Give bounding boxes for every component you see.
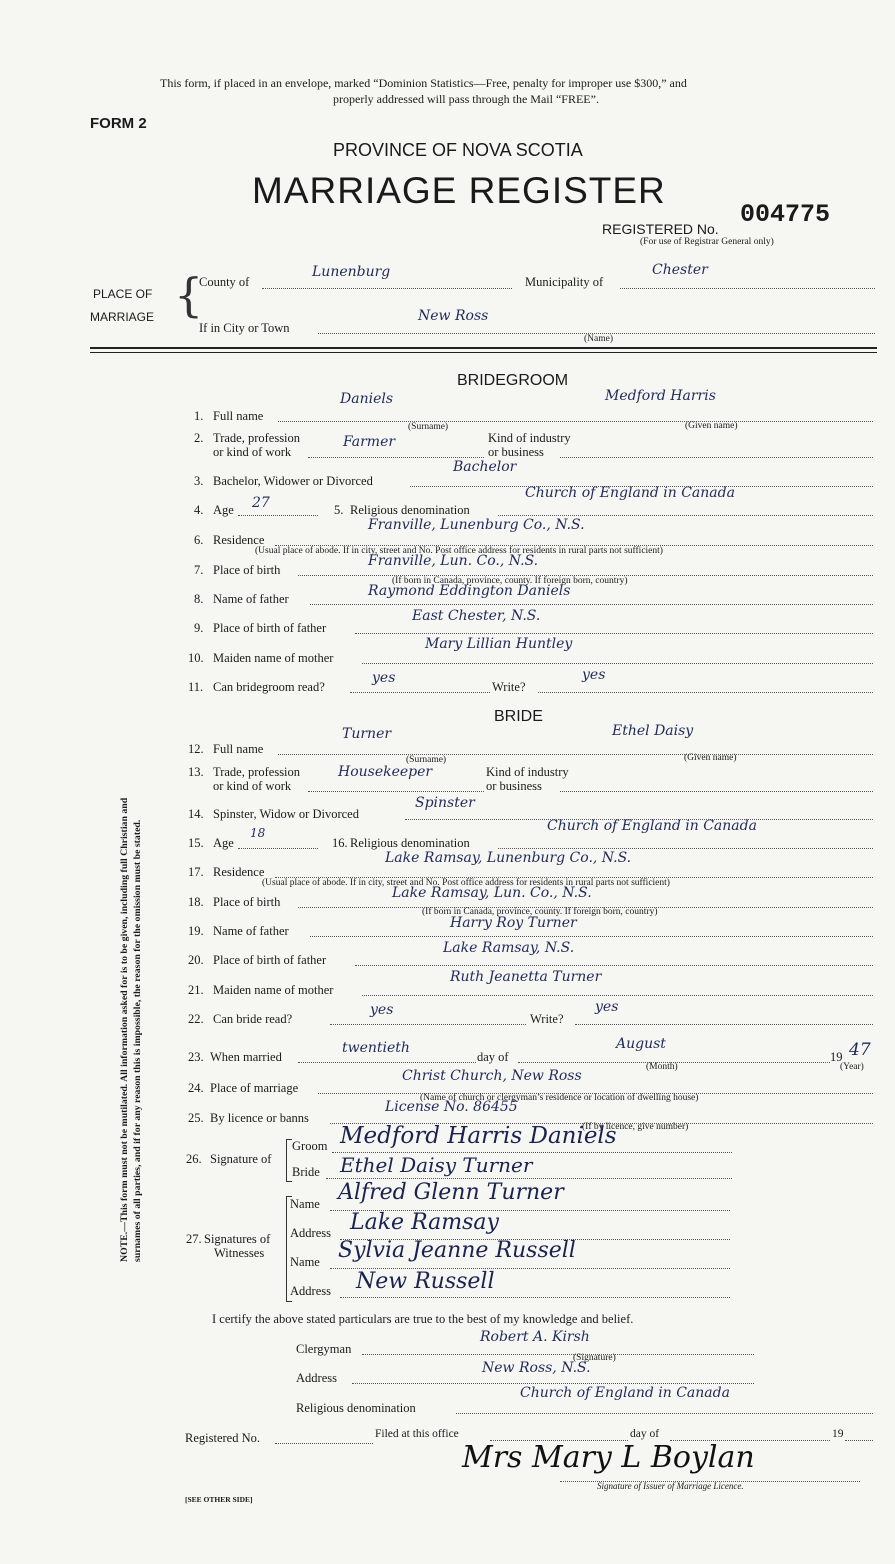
county-label: County of [199, 275, 250, 289]
filed-year-line [845, 1440, 873, 1441]
birth-note: (If born in Canada, province, county. If foreign born, country) [392, 576, 628, 586]
groom-father-label: Name of father [213, 592, 289, 606]
bride-father-value[interactable]: Harry Roy Turner [450, 915, 577, 931]
signature-of-label: Signature of [210, 1152, 272, 1166]
groom-trade-value[interactable]: Farmer [343, 434, 396, 450]
item-number: 10. [188, 651, 204, 665]
bride-heading: BRIDE [494, 708, 543, 725]
year-value[interactable]: 47 [849, 1040, 871, 1060]
divider-bottom [90, 352, 877, 353]
groom-father-birth-value[interactable]: East Chester, N.S. [412, 608, 541, 624]
item-number: 23. [188, 1050, 204, 1064]
place-name-note: (Name) [584, 334, 614, 344]
clergy-address-value[interactable]: New Ross, N.S. [482, 1360, 591, 1376]
witness-address-label: Address [290, 1226, 331, 1240]
side-note-line1: NOTE.—This form must not be mutilated. All information asked for is to be given, including full Christian and [119, 797, 130, 1262]
groom-age-line [238, 515, 318, 516]
groom-birth-value[interactable]: Franville, Lun. Co., N.S. [368, 553, 539, 569]
witness-address-label: Address [290, 1284, 331, 1298]
groom-religion-value[interactable]: Church of England in Canada [525, 485, 735, 501]
item-number: 9. [194, 621, 204, 635]
year-prefix: 19 [830, 1050, 843, 1064]
groom-write-label: Write? [492, 680, 526, 694]
item-number: 19. [188, 924, 204, 938]
clergy-address-line [352, 1383, 754, 1384]
signature-note: (Signature) [573, 1353, 616, 1363]
item-number: 27. [186, 1232, 202, 1246]
clergyman-label: Clergyman [296, 1342, 352, 1356]
groom-industry-line [560, 457, 873, 458]
residence-note: (Usual place of abode. If in city, street and No. Post office address for residents in rural parts not sufficient) [262, 878, 670, 888]
form-title: MARRIAGE REGISTER [252, 170, 666, 211]
clergy-religion-value[interactable]: Church of England in Canada [520, 1385, 730, 1401]
witness-name-label: Name [290, 1255, 320, 1269]
divider-top [90, 347, 877, 349]
groom-religion-line [498, 515, 873, 516]
month-value[interactable]: August [616, 1036, 666, 1052]
bride-read-label: Can bride read? [213, 1012, 293, 1026]
item-number: 1. [194, 409, 204, 423]
groom-residence-label: Residence [213, 533, 265, 547]
day-line [298, 1062, 476, 1063]
day-value[interactable]: twentieth [342, 1040, 410, 1056]
groom-status-label: Bachelor, Widower or Divorced [213, 474, 373, 488]
registered-label: REGISTERED No. [602, 221, 719, 237]
item-number: 14. [188, 807, 204, 821]
groom-full-name-label: Full name [213, 409, 264, 423]
filed-label: Filed at this office [375, 1428, 459, 1440]
city-label: If in City or Town [199, 321, 290, 335]
bride-sig-line [326, 1178, 732, 1179]
day-of-label: day of [477, 1050, 509, 1064]
province-heading: PROVINCE OF NOVA SCOTIA [333, 140, 583, 160]
groom-residence-value[interactable]: Franville, Lunenburg Co., N.S. [368, 517, 585, 533]
bride-given-name[interactable]: Ethel Daisy [612, 723, 694, 739]
witness1-address[interactable]: Lake Ramsay [350, 1210, 499, 1235]
mail-notice-line1: This form, if placed in an envelope, marked “Dominion Statistics—Free, penalty for improper use $300,” and [160, 76, 687, 90]
bride-residence-label: Residence [213, 865, 265, 879]
surname-note: (Surname) [406, 755, 447, 765]
bride-father-line [310, 936, 873, 937]
item-number: 2. [194, 431, 204, 445]
registered-no-label: Registered No. [185, 1431, 260, 1445]
bride-trade-label: Trade, profession [213, 765, 301, 779]
licence-note: (If by licence, give number) [582, 1122, 689, 1132]
month-note: (Month) [646, 1062, 678, 1072]
groom-trade-label: Trade, profession [213, 431, 301, 445]
bride-status-value[interactable]: Spinster [415, 795, 475, 811]
clergyman-signature[interactable]: Robert A. Kirsh [480, 1329, 590, 1345]
bride-industry-line [560, 791, 873, 792]
bride-mother-label: Maiden name of mother [213, 983, 334, 997]
groom-read-label: Can bridegroom read? [213, 680, 325, 694]
clergy-address-label: Address [296, 1371, 337, 1385]
witness-label: Signatures of [204, 1232, 271, 1246]
bride-full-name-label: Full name [213, 742, 264, 756]
bride-religion-label: Religious denomination [350, 836, 470, 850]
witness1-name[interactable]: Alfred Glenn Turner [338, 1180, 564, 1205]
surname-note: (Surname) [408, 422, 449, 432]
item-number: 25. [188, 1111, 204, 1125]
filed-day-label: day of [630, 1428, 660, 1440]
groom-read-line [350, 692, 490, 693]
bride-status-label: Spinster, Widow or Divorced [213, 807, 359, 821]
witness-name-label: Name [290, 1197, 320, 1211]
place-label-2: MARRIAGE [90, 310, 155, 324]
bride-residence-value[interactable]: Lake Ramsay, Lunenburg Co., N.S. [385, 850, 632, 866]
given-name-note: (Given name) [684, 753, 737, 763]
groom-father-value[interactable]: Raymond Eddington Daniels [368, 583, 571, 599]
given-name-note: (Given name) [685, 421, 738, 431]
witness2-name[interactable]: Sylvia Jeanne Russell [338, 1238, 576, 1263]
bride-trade-value[interactable]: Housekeeper [338, 764, 433, 780]
certify-statement: I certify the above stated particulars are true to the best of my knowledge and belief. [212, 1312, 634, 1326]
when-married-label: When married [210, 1050, 282, 1064]
groom-father-line [310, 604, 873, 605]
registrar-note: (For use of Registrar General only) [640, 237, 774, 247]
item-number: 22. [188, 1012, 204, 1026]
bride-age-label: Age [213, 836, 234, 850]
groom-industry-label-2: or business [488, 445, 544, 459]
bride-age-line [238, 848, 318, 849]
see-other-side: [SEE OTHER SIDE] [185, 1495, 253, 1504]
side-note-line2: surnames of all parties, and if for any reason this is impossible, the reason for the omission must be stated. [132, 819, 143, 1262]
item-number: 26. [186, 1152, 202, 1166]
filed-year-label: 19 [832, 1428, 844, 1440]
bride-name-line [278, 754, 873, 755]
item-number: 5. [334, 503, 344, 517]
witness2-address[interactable]: New Russell [356, 1269, 495, 1294]
bride-birth-label: Place of birth [213, 895, 281, 909]
groom-age-label: Age [213, 503, 234, 517]
bride-mother-value[interactable]: Ruth Jeanetta Turner [450, 969, 602, 985]
item-number: 16. [332, 836, 348, 850]
bride-trade-label-2: or kind of work [213, 779, 292, 793]
item-number: 21. [188, 983, 204, 997]
bride-birth-value[interactable]: Lake Ramsay, Lun. Co., N.S. [392, 885, 592, 901]
groom-birth-label: Place of birth [213, 563, 281, 577]
groom-sig-label: Groom [292, 1139, 328, 1153]
groom-trade-line [308, 457, 484, 458]
licence-value[interactable]: License No. 86455 [385, 1099, 518, 1115]
registered-number: 004775 [740, 200, 831, 229]
item-number: 20. [188, 953, 204, 967]
year-note: (Year) [840, 1062, 864, 1072]
groom-given-name[interactable]: Medford Harris [605, 388, 716, 404]
item-number: 4. [194, 503, 204, 517]
bride-religion-value[interactable]: Church of England in Canada [547, 818, 757, 834]
groom-write-value[interactable]: yes [582, 667, 606, 683]
bride-industry-label: Kind of industry [486, 765, 569, 779]
side-note [118, 798, 144, 1262]
groom-signature[interactable]: Medford Harris Daniels [340, 1123, 617, 1149]
item-number: 18. [188, 895, 204, 909]
bride-religion-line [498, 848, 873, 849]
bridegroom-heading: BRIDEGROOM [457, 372, 569, 389]
municipality-value[interactable]: Chester [652, 262, 708, 278]
bride-mother-line [362, 995, 873, 996]
bride-read-line [330, 1024, 526, 1025]
city-value[interactable]: New Ross [418, 308, 489, 324]
groom-father-birth-label: Place of birth of father [213, 621, 327, 635]
witness-label-2: Witnesses [214, 1246, 265, 1260]
bride-industry-label-2: or business [486, 779, 542, 793]
item-number: 13. [188, 765, 204, 779]
item-number: 12. [188, 742, 204, 756]
bride-father-label: Name of father [213, 924, 289, 938]
groom-mother-value[interactable]: Mary Lillian Huntley [425, 636, 573, 652]
groom-mother-label: Maiden name of mother [213, 651, 334, 665]
bride-father-birth-line [355, 965, 873, 966]
groom-status-value[interactable]: Bachelor [453, 459, 517, 475]
bride-surname[interactable]: Turner [342, 726, 392, 742]
bride-read-value[interactable]: yes [370, 1002, 394, 1018]
groom-mother-line [362, 663, 873, 664]
groom-surname[interactable]: Daniels [340, 391, 394, 407]
groom-trade-label-2: or kind of work [213, 445, 292, 459]
item-number: 8. [194, 592, 204, 606]
bride-write-label: Write? [530, 1012, 564, 1026]
item-number: 3. [194, 474, 204, 488]
bride-father-birth-label: Place of birth of father [213, 953, 327, 967]
witness2-address-line [340, 1297, 730, 1298]
groom-father-birth-line [355, 633, 873, 634]
groom-age-value[interactable]: 27 [252, 495, 270, 511]
issuer-note: Signature of Issuer of Marriage Licence. [597, 1481, 744, 1491]
groom-industry-label: Kind of industry [488, 431, 571, 445]
place-brace: { [174, 268, 204, 322]
clergy-religion-label: Religious denomination [296, 1401, 416, 1415]
item-number: 24. [188, 1081, 204, 1095]
county-line [262, 288, 512, 289]
mail-notice-line2: properly addressed will pass through the Mail “FREE”. [333, 92, 599, 106]
groom-name-line [278, 421, 873, 422]
place-label-1: PLACE OF [93, 287, 153, 301]
bride-write-value[interactable]: yes [595, 999, 619, 1015]
bride-father-birth-value[interactable]: Lake Ramsay, N.S. [443, 940, 575, 956]
item-number: 17. [188, 865, 204, 879]
municipality-line [620, 288, 875, 289]
item-number: 6. [194, 533, 204, 547]
bride-age-value[interactable]: 18 [250, 826, 266, 840]
residence-note: (Usual place of abode. If in city, street and No. Post office address for residents in rural parts not sufficient) [255, 546, 663, 556]
item-number: 7. [194, 563, 204, 577]
issuer-signature[interactable]: Mrs Mary L Boylan [462, 1440, 755, 1475]
county-value[interactable]: Lunenburg [312, 264, 391, 280]
bride-signature[interactable]: Ethel Daisy Turner [340, 1153, 533, 1177]
item-number: 15. [188, 836, 204, 850]
bride-trade-line [308, 791, 484, 792]
registered-no-line [275, 1443, 373, 1444]
municipality-label: Municipality of [525, 275, 604, 289]
item-number: 11. [188, 680, 204, 694]
clergy-religion-line [456, 1413, 873, 1414]
bride-sig-label: Bride [292, 1165, 320, 1179]
groom-read-value[interactable]: yes [372, 670, 396, 686]
bride-write-line [575, 1024, 873, 1025]
groom-write-line [538, 692, 873, 693]
groom-religion-label: Religious denomination [350, 503, 470, 517]
birth-note: (If born in Canada, province, county. If foreign born, country) [422, 907, 658, 917]
licence-label: By licence or banns [210, 1111, 309, 1125]
clergyman-line [362, 1354, 754, 1355]
form-number: FORM 2 [90, 115, 147, 132]
place-of-marriage-label: Place of marriage [210, 1081, 299, 1095]
place-of-marriage-value[interactable]: Christ Church, New Ross [402, 1068, 582, 1084]
place-of-marriage-note: (Name of church or clergyman’s residence or location of dwelling house) [420, 1093, 699, 1103]
